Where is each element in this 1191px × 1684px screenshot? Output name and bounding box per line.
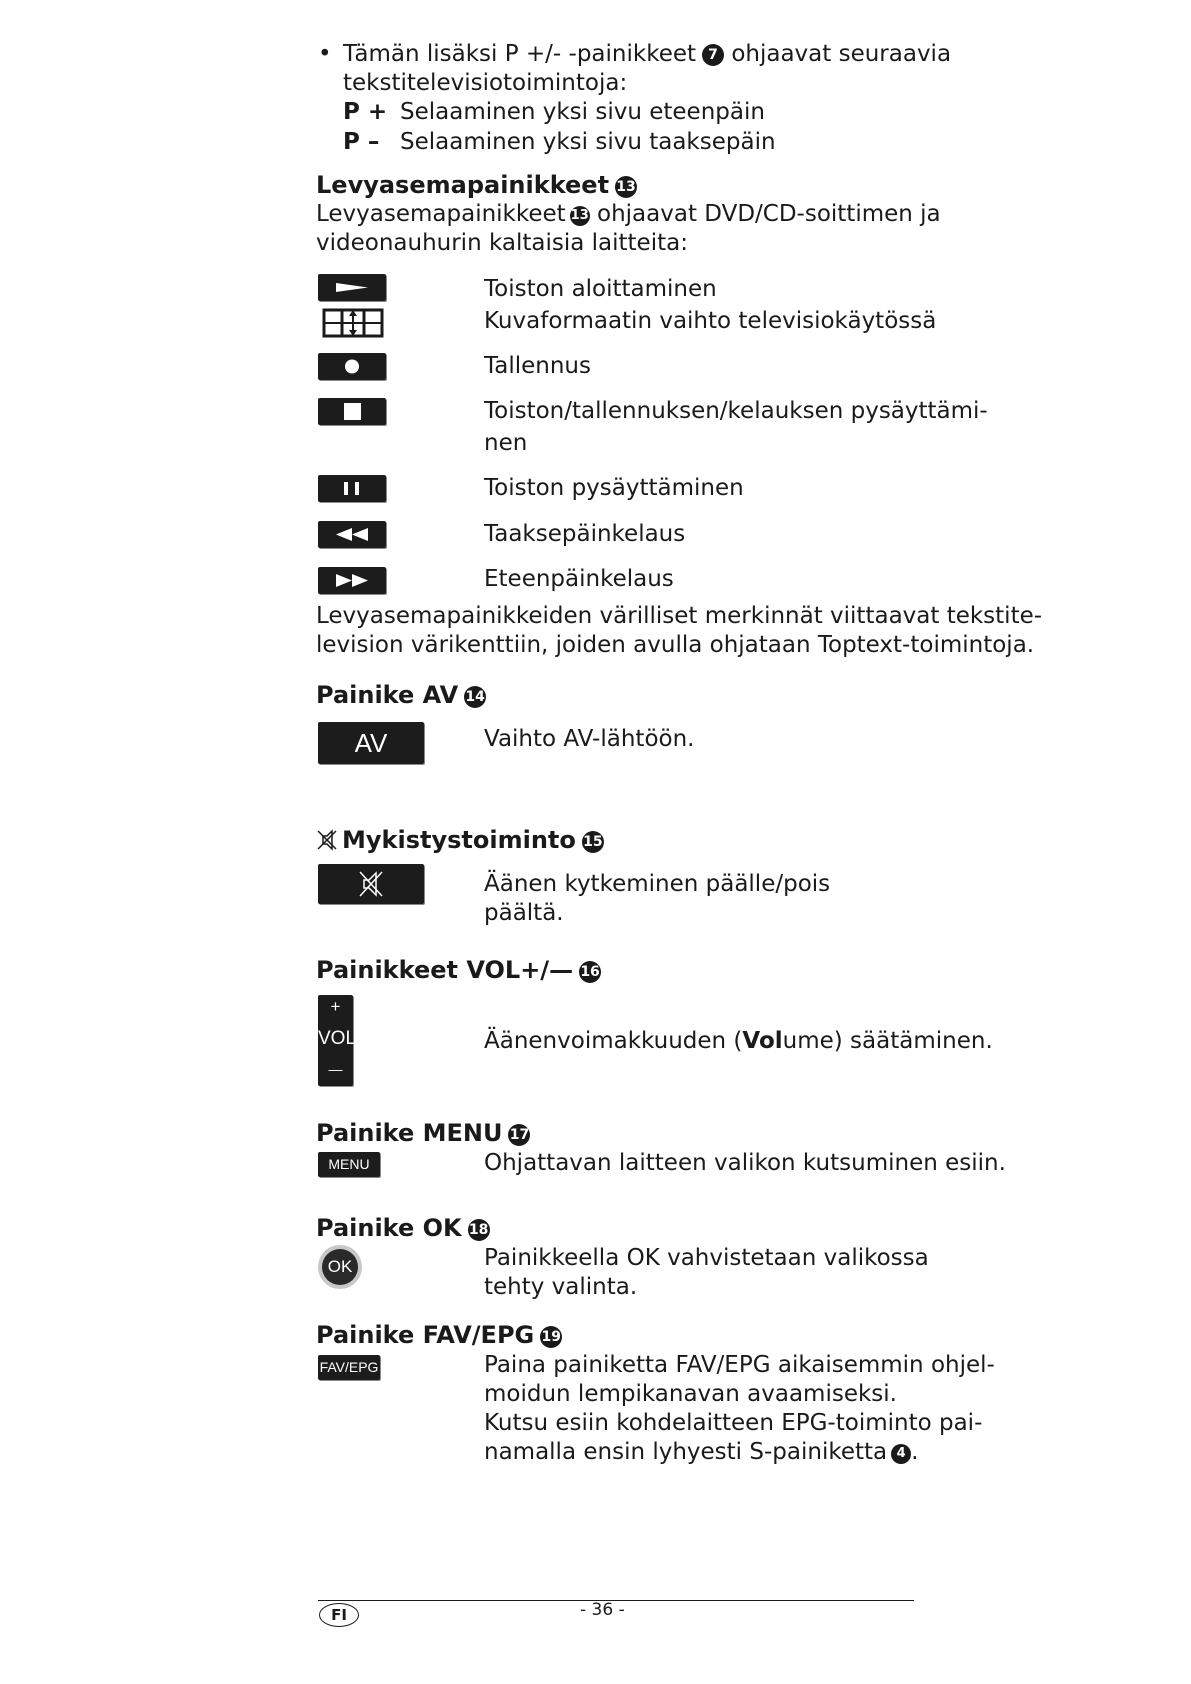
pause-text: Toiston pysäyttäminen bbox=[484, 475, 744, 501]
fav-heading: Painike FAV/EPG 19 bbox=[316, 1321, 561, 1349]
ok-heading: Painike OK 18 bbox=[316, 1214, 489, 1242]
p-plus-key: P + bbox=[343, 99, 388, 125]
picture-format-key bbox=[322, 308, 384, 338]
play-text: Toiston aloittaminen bbox=[484, 276, 717, 302]
vol-label: VOL bbox=[318, 1028, 357, 1049]
fast-forward-text: Eteenpäinkelaus bbox=[484, 566, 674, 592]
menu-text: Ohjattavan laitteen valikon kutsuminen esiin. bbox=[484, 1150, 1006, 1176]
drive-desc-2: videonauhurin kaltaisia laitteita: bbox=[316, 230, 688, 256]
fav-text-4: namalla ensin lyhyesti S-painiketta 4 . bbox=[484, 1439, 919, 1465]
pause-key bbox=[318, 475, 386, 502]
drive-note-1: Levyasemapainikkeiden värilliset merkinnät viittaavat tekstite- bbox=[316, 603, 1043, 629]
drive-note-2: levision värikenttiin, joiden avulla ohjataan Toptext-toimintoja. bbox=[316, 632, 1035, 658]
p-minus-key: P – bbox=[343, 129, 380, 155]
fast-forward-key bbox=[318, 567, 386, 594]
menu-key bbox=[318, 1152, 380, 1177]
av-key-label: AV bbox=[354, 728, 388, 758]
intro-line-1: Tämän lisäksi P +/- -painikkeet 7 ohjaavat seuraavia bbox=[343, 41, 952, 67]
ok-text-1: Painikkeella OK vahvistetaan valikossa bbox=[484, 1245, 929, 1271]
drive-desc-1: Levyasemapainikkeet 13 ohjaavat DVD/CD-soittimen ja bbox=[316, 201, 941, 227]
vol-text: Äänenvoimakkuuden (Volume) säätäminen. bbox=[484, 1028, 993, 1054]
play-key bbox=[318, 274, 386, 301]
mute-text-2: päältä. bbox=[484, 900, 564, 926]
callout-number: 13 bbox=[615, 176, 637, 198]
mute-icon bbox=[316, 829, 338, 851]
ok-key-label: OK bbox=[327, 1257, 353, 1276]
picture-format-icon bbox=[322, 308, 384, 338]
fav-text-1: Paina painiketta FAV/EPG aikaisemmin ohjel- bbox=[484, 1352, 995, 1378]
ok-key bbox=[318, 1245, 362, 1289]
av-heading: Painike AV 14 bbox=[316, 681, 485, 709]
fav-epg-key bbox=[318, 1355, 380, 1380]
rewind-text: Taaksepäinkelaus bbox=[484, 521, 686, 547]
mute-key bbox=[318, 864, 424, 904]
mute-icon bbox=[318, 864, 424, 904]
menu-key-label: MENU bbox=[328, 1156, 370, 1172]
mute-text-1: Äänen kytkeminen päälle/pois bbox=[484, 871, 831, 897]
fav-epg-key-label: FAV/EPG bbox=[319, 1359, 379, 1375]
vol-minus-label: — bbox=[328, 1061, 343, 1077]
record-text: Tallennus bbox=[484, 353, 591, 379]
vol-plus-label: + bbox=[330, 997, 341, 1016]
callout-number: 13 bbox=[570, 206, 590, 226]
stop-icon bbox=[318, 398, 386, 425]
drive-heading: Levyasemapainikkeet 13 bbox=[316, 171, 636, 199]
callout-number: 15 bbox=[582, 831, 604, 853]
picture-format-text: Kuvaformaatin vaihto televisiokäytössä bbox=[484, 308, 937, 334]
intro-line-2: tekstitelevisiotoimintoja: bbox=[343, 70, 628, 96]
fast-forward-icon bbox=[318, 567, 386, 594]
bullet-point: • bbox=[318, 41, 332, 67]
callout-number: 16 bbox=[579, 961, 601, 983]
callout-number: 7 bbox=[702, 44, 724, 66]
pause-icon bbox=[318, 475, 386, 502]
vol-heading: Painikkeet VOL+/— 16 bbox=[316, 956, 600, 984]
p-plus-text: Selaaminen yksi sivu eteenpäin bbox=[400, 99, 765, 125]
av-text: Vaihto AV-lähtöön. bbox=[484, 726, 695, 752]
av-key bbox=[318, 722, 424, 764]
mute-heading: Mykistystoiminto 15 bbox=[316, 825, 604, 855]
ok-text-2: tehty valinta. bbox=[484, 1274, 638, 1300]
callout-number: 18 bbox=[468, 1219, 490, 1241]
play-icon bbox=[318, 274, 386, 301]
stop-text: Toiston/tallennuksen/kelauksen pysäyttämi- bbox=[484, 398, 988, 424]
fav-text-3: Kutsu esiin kohdelaitteen EPG-toiminto pai- bbox=[484, 1410, 983, 1436]
callout-number: 19 bbox=[540, 1326, 562, 1348]
callout-number: 4 bbox=[891, 1444, 911, 1464]
rewind-key bbox=[318, 521, 386, 548]
record-key bbox=[318, 353, 386, 380]
page-number: - 36 - bbox=[580, 1600, 625, 1620]
p-minus-text: Selaaminen yksi sivu taaksepäin bbox=[400, 129, 776, 155]
callout-number: 14 bbox=[464, 686, 486, 708]
callout-number: 17 bbox=[508, 1124, 530, 1146]
stop-key bbox=[318, 398, 386, 425]
vol-key bbox=[318, 995, 357, 1086]
stop-text-cont: nen bbox=[484, 430, 528, 456]
record-icon bbox=[318, 353, 386, 380]
fav-text-2: moidun lempikanavan avaamiseksi. bbox=[484, 1381, 897, 1407]
language-badge: FI bbox=[319, 1603, 359, 1627]
menu-heading: Painike MENU 17 bbox=[316, 1119, 530, 1147]
rewind-icon bbox=[318, 521, 386, 548]
